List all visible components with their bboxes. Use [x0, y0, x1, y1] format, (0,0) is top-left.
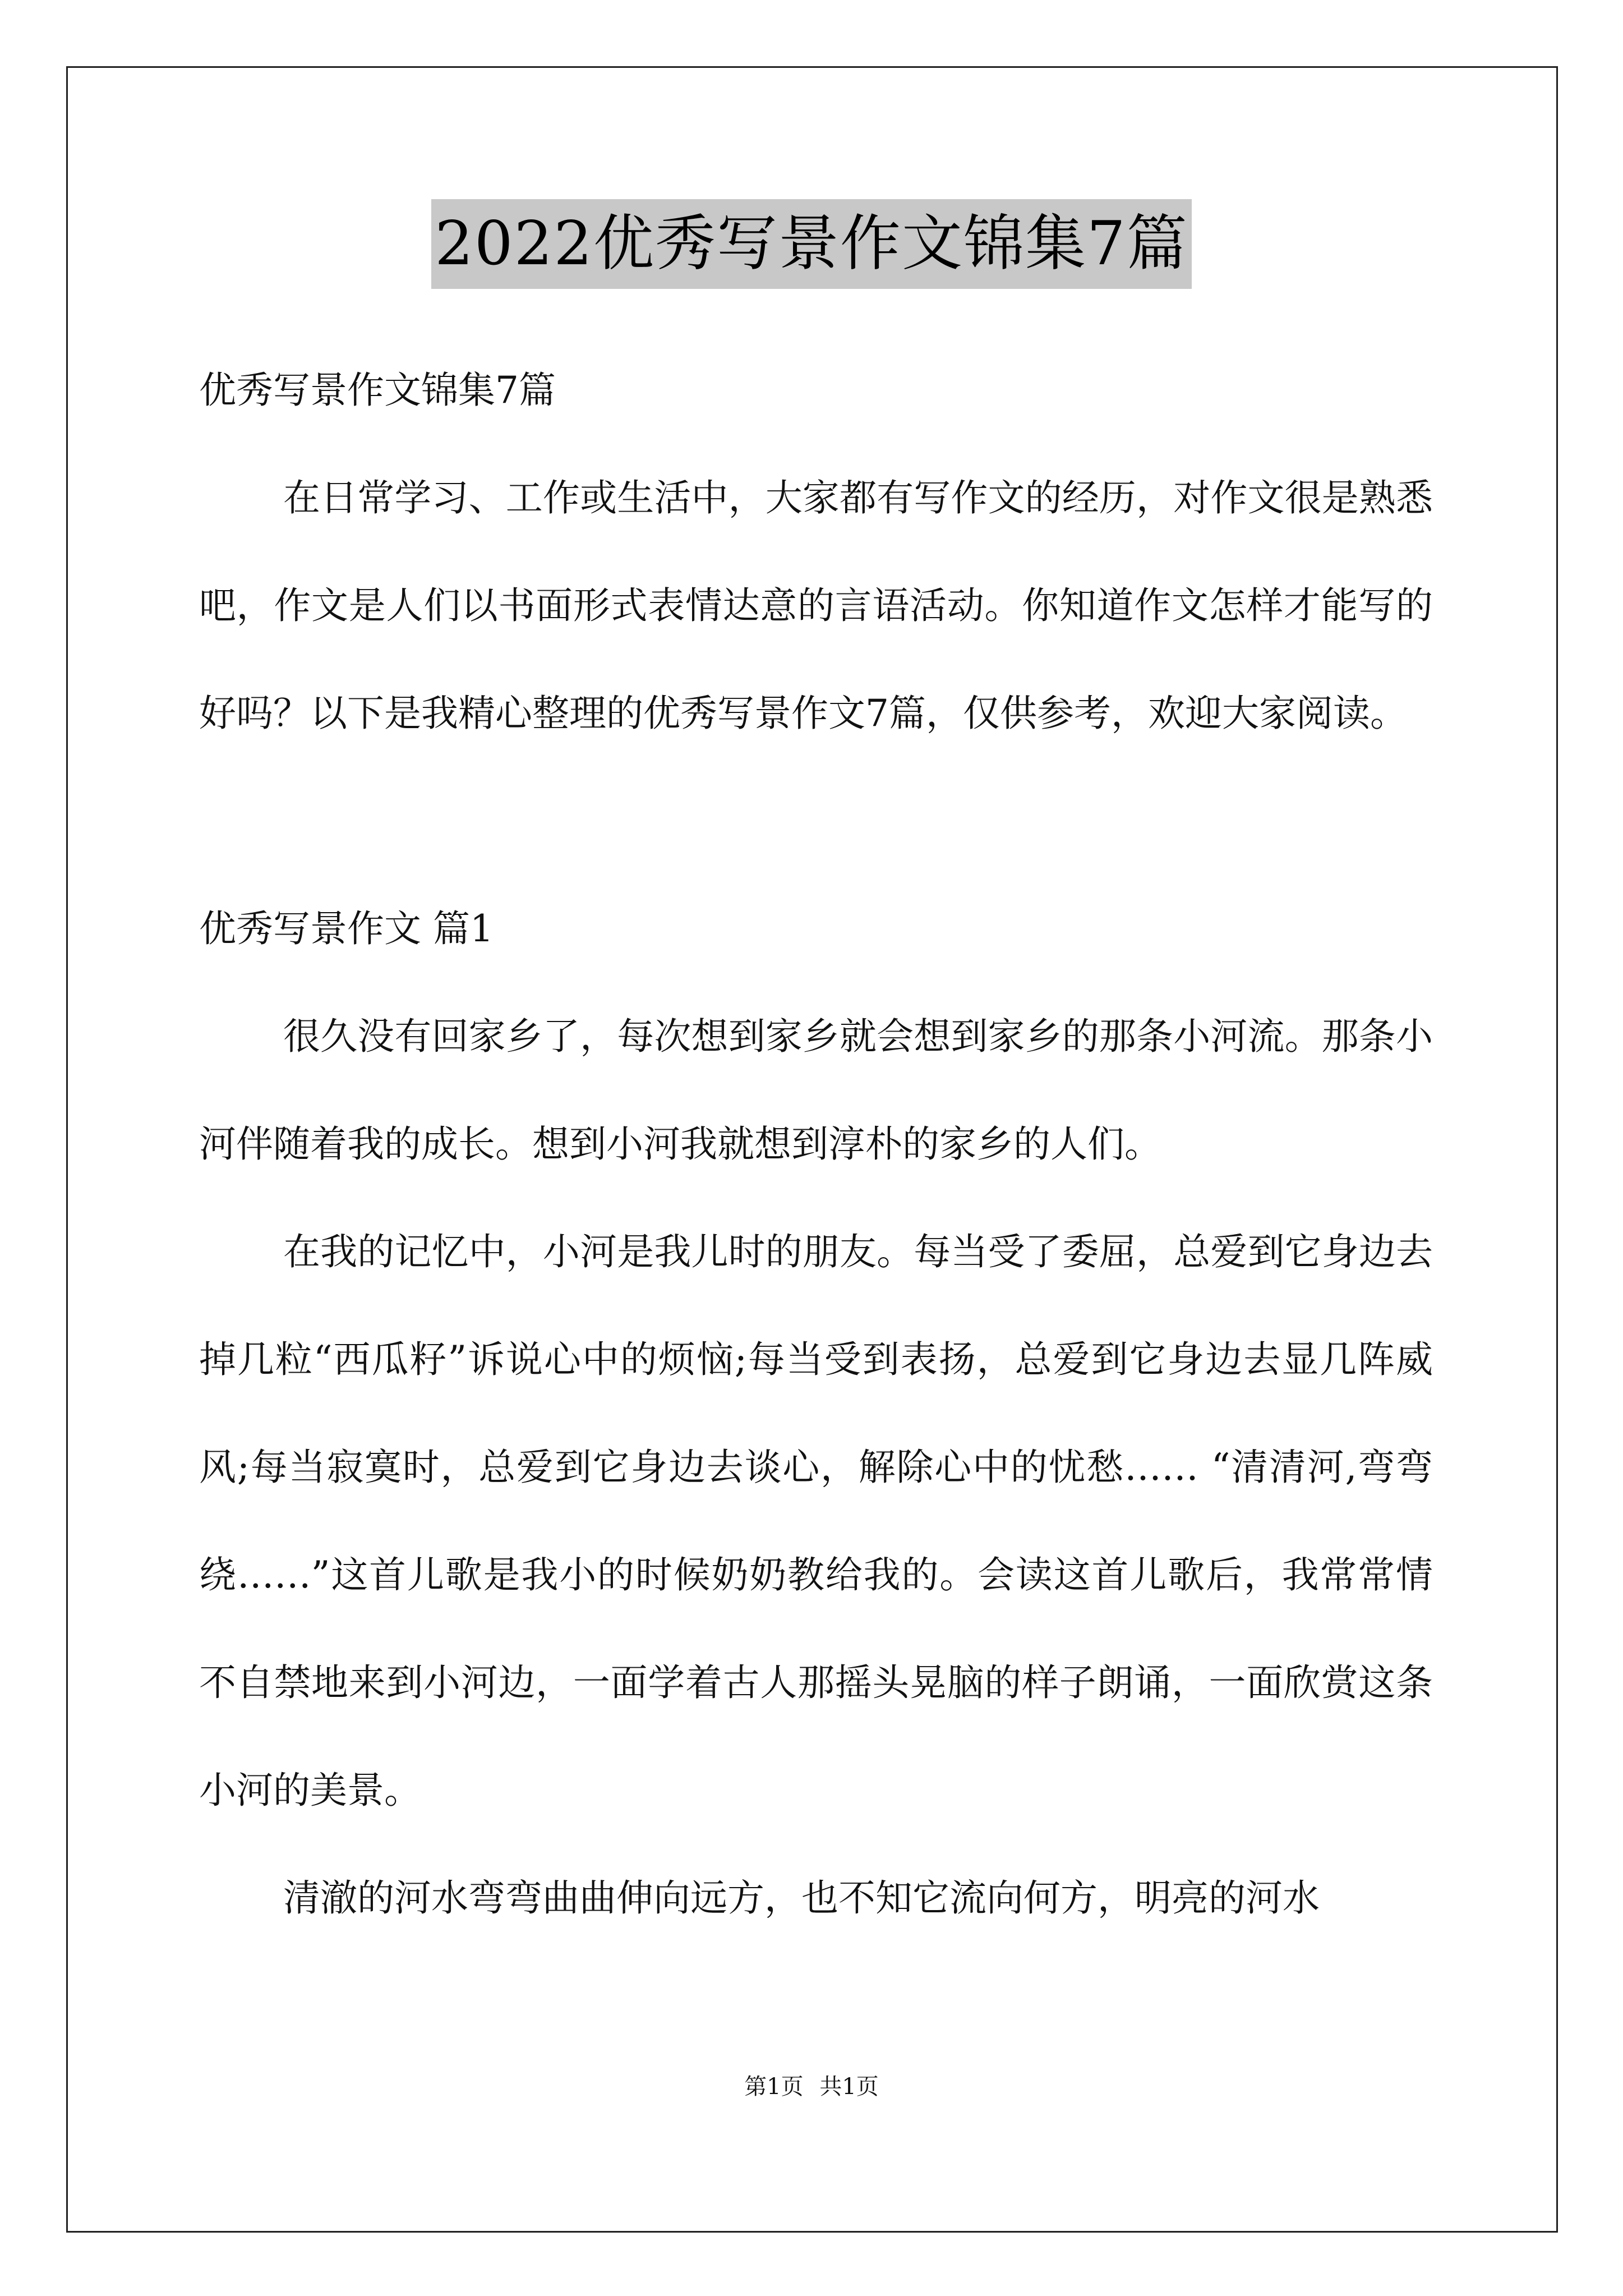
- document-title: 2022优秀写景作文锦集7篇: [431, 199, 1192, 289]
- page-footer: [0, 2070, 1623, 2104]
- body-paragraph: 很久没有回家乡了，每次想到家乡就会想到家乡的那条小河流。那条小河伴随着我的成长。想到小河我就想到淳朴的家乡的人们。: [199, 1015, 1433, 1166]
- document-subtitle: 优秀写景作文锦集7篇: [199, 369, 556, 412]
- section-spacer: [199, 767, 1433, 875]
- body-paragraph: 清澈的河水弯弯曲曲伸向远方，也不知它流向何方，明亮的河水: [283, 1876, 1320, 1920]
- page-number: 第1页: [744, 2074, 804, 2100]
- intro-paragraph: 在日常学习、工作或生活中，大家都有写作文的经历，对作文很是熟悉吧，作文是人们以书面形式表情达意的言语活动。你知道作文怎样才能写的好吗？以下是我精心整理的优秀写景作文7篇，仅供参考，欢迎大家阅读。: [199, 476, 1433, 735]
- section-heading: 优秀写景作文 篇1: [199, 907, 494, 950]
- body-paragraph: 在我的记忆中，小河是我儿时的朋友。每当受了委屈，总爱到它身边去掉几粒“西瓜籽”诉说心中的烦恼;每当受到表扬，总爱到它身边去显几阵威风;每当寂寞时，总爱到它身边去谈心，解除心中的忧愁…… “清清河,弯弯绕……”这首儿歌是我小的时候奶奶教给我的。会读这首儿歌后，我常常情不自禁地来到小河边，一面学着古人那摇头晃脑的样子朗诵，一面欣赏这条小河的美景。: [199, 1230, 1433, 1812]
- page-total: 共1页: [819, 2074, 879, 2100]
- title-container: [0, 199, 1623, 289]
- document-body: [199, 337, 1433, 1952]
